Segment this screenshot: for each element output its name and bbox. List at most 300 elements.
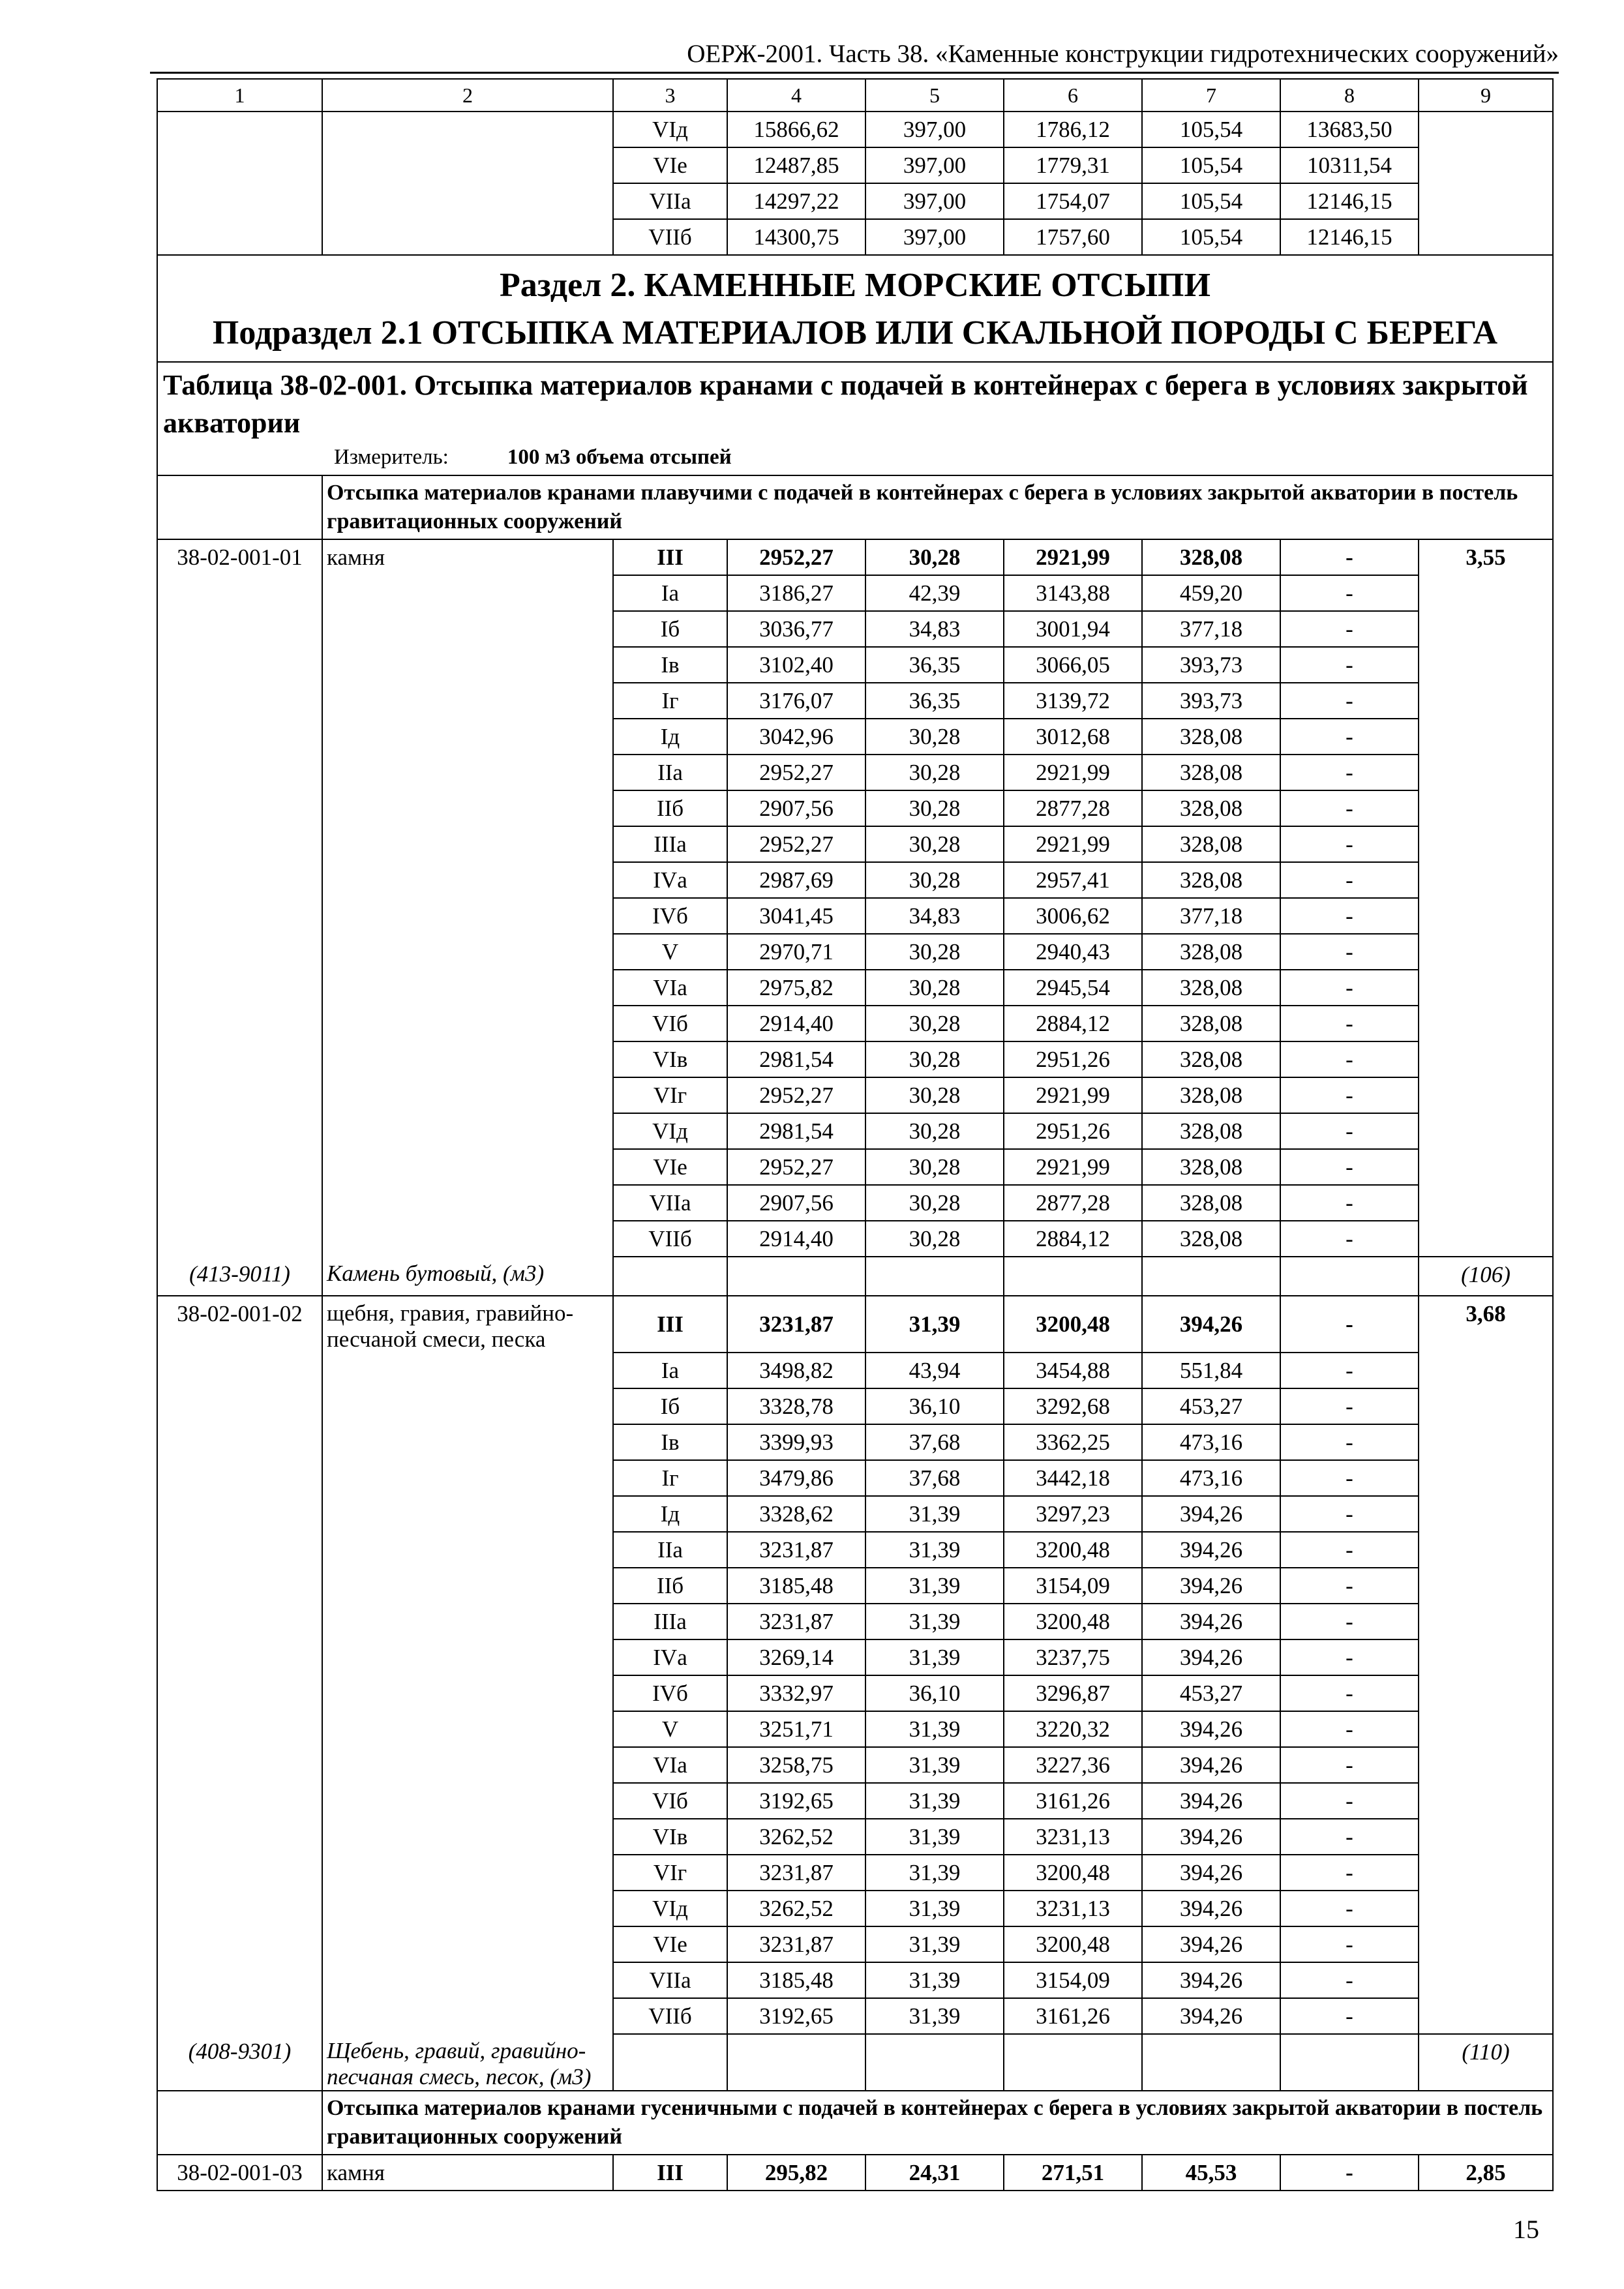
zone-cell: Iв: [613, 1424, 727, 1460]
item-name: [322, 1496, 613, 1532]
value-cell: 3454,88: [1004, 1353, 1142, 1388]
zone-cell: VIв: [613, 1041, 727, 1077]
item-name: [322, 1149, 613, 1185]
item-name: [322, 1568, 613, 1604]
section-cell: [157, 255, 1553, 362]
zone-cell: VIIа: [613, 1185, 727, 1221]
value-cell: 3042,96: [727, 719, 865, 755]
item-name: [322, 1113, 613, 1149]
table-row: [157, 1604, 1553, 1639]
item-name: [322, 1006, 613, 1041]
table-title-cell: [157, 362, 1553, 475]
zone-cell: Iг: [613, 683, 727, 719]
value-cell: -: [1280, 934, 1419, 970]
code-cell: [157, 112, 322, 147]
item-code: [157, 1639, 322, 1675]
c9-cell: [1419, 1998, 1553, 2034]
item-name: [322, 1962, 613, 1998]
value-cell: -: [1280, 1962, 1419, 1998]
c9-cell: [1419, 1113, 1553, 1149]
c9-cell: [1419, 1639, 1553, 1675]
value-cell: 3231,87: [727, 1296, 865, 1353]
item-code: [157, 1424, 322, 1460]
table-row: [157, 647, 1553, 683]
value-cell: 328,08: [1142, 1077, 1280, 1113]
value-cell: 3328,78: [727, 1388, 865, 1424]
table-row: [157, 1041, 1553, 1077]
value-cell: 30,28: [865, 1077, 1004, 1113]
item-code: [157, 1675, 322, 1711]
value-cell: -: [1280, 1460, 1419, 1496]
value-cell: 3297,23: [1004, 1496, 1142, 1532]
colnum: 2: [322, 79, 613, 112]
zone-cell: Iа: [613, 575, 727, 611]
item-code: [157, 1077, 322, 1113]
item-name: [322, 719, 613, 755]
value-cell: 10311,54: [1280, 147, 1419, 183]
value-cell: 31,39: [865, 1747, 1004, 1783]
c9-cell: [1419, 1460, 1553, 1496]
value-cell: 3262,52: [727, 1819, 865, 1855]
value-cell: 30,28: [865, 826, 1004, 862]
c9-cell: [1419, 1077, 1553, 1113]
table-row: [157, 1353, 1553, 1388]
value-cell: 3143,88: [1004, 575, 1142, 611]
item-code: [157, 1460, 322, 1496]
value-cell: -: [1280, 1639, 1419, 1675]
c9-cell: [1419, 219, 1553, 255]
item-code: [157, 647, 322, 683]
table-row: [157, 1077, 1553, 1113]
empty-cell: [1142, 2034, 1280, 2091]
zone-cell: Iд: [613, 1496, 727, 1532]
item-code: [157, 1926, 322, 1962]
name-cell: [322, 183, 613, 219]
value-cell: 393,73: [1142, 683, 1280, 719]
item-code: [157, 1604, 322, 1639]
value-cell: 31,39: [865, 1604, 1004, 1639]
table-row: [157, 1783, 1553, 1819]
c9-cell: [1419, 1604, 1553, 1639]
value-cell: 397,00: [865, 219, 1004, 255]
item-name: [322, 862, 613, 898]
group-caption: Отсыпка материалов кранами гусеничными с подачей в контейнерах с берега в условиях закрытой акватории в постель гравитационных сооружений: [322, 2091, 1553, 2155]
value-cell: 30,28: [865, 970, 1004, 1006]
table-row: [157, 790, 1553, 826]
item-code: [157, 1353, 322, 1388]
value-cell: 2951,26: [1004, 1041, 1142, 1077]
table-row: [157, 611, 1553, 647]
c9-cell: [1419, 683, 1553, 719]
item-code: [157, 826, 322, 862]
value-cell: 3231,87: [727, 1926, 865, 1962]
table-row: [157, 1711, 1553, 1747]
value-cell: 3185,48: [727, 1568, 865, 1604]
zone-cell: IIа: [613, 1532, 727, 1568]
material-code: (413-9011): [157, 1257, 322, 1296]
zone-cell: III: [613, 1296, 727, 1353]
value-cell: 3328,62: [727, 1496, 865, 1532]
value-cell: 2987,69: [727, 862, 865, 898]
table-row: [157, 1532, 1553, 1568]
item-code: [157, 719, 322, 755]
c9-cell: [1419, 575, 1553, 611]
table-row: [157, 183, 1553, 219]
value-cell: 3066,05: [1004, 647, 1142, 683]
c9-cell: [1419, 1926, 1553, 1962]
c9-cell: [1419, 898, 1553, 934]
empty-cell: [157, 475, 322, 539]
value-cell: 328,08: [1142, 826, 1280, 862]
item-code: [157, 1962, 322, 1998]
empty-cell: [1004, 2034, 1142, 2091]
c9-cell: [1419, 147, 1553, 183]
code-cell: [157, 147, 322, 183]
value-cell: 24,31: [865, 2155, 1004, 2191]
value-cell: 2921,99: [1004, 826, 1142, 862]
value-cell: 393,73: [1142, 647, 1280, 683]
value-cell: 394,26: [1142, 1296, 1280, 1353]
zone-cell: Iб: [613, 1388, 727, 1424]
item-name: [322, 647, 613, 683]
empty-cell: [1142, 1257, 1280, 1296]
value-cell: 31,39: [865, 1296, 1004, 1353]
value-cell: 3262,52: [727, 1891, 865, 1926]
c9-cell: [1419, 970, 1553, 1006]
value-cell: -: [1280, 1926, 1419, 1962]
table-row: [157, 1675, 1553, 1711]
value-cell: -: [1280, 1424, 1419, 1460]
zone-cell: VIа: [613, 1747, 727, 1783]
zone-cell: VIг: [613, 1077, 727, 1113]
value-cell: 3154,09: [1004, 1568, 1142, 1604]
item-code: [157, 790, 322, 826]
value-cell: 36,10: [865, 1675, 1004, 1711]
value-cell: 3258,75: [727, 1747, 865, 1783]
item-code: [157, 683, 322, 719]
zone-cell: VIб: [613, 1783, 727, 1819]
zone-cell: VIд: [613, 112, 727, 147]
value-cell: 3192,65: [727, 1998, 865, 2034]
value-cell: -: [1280, 755, 1419, 790]
value-cell: 2907,56: [727, 790, 865, 826]
value-cell: -: [1280, 1149, 1419, 1185]
value-cell: 31,39: [865, 1639, 1004, 1675]
value-cell: 36,10: [865, 1388, 1004, 1424]
value-cell: 2921,99: [1004, 755, 1142, 790]
item-code: [157, 1783, 322, 1819]
item-name: [322, 1639, 613, 1675]
zone-cell: VIг: [613, 1855, 727, 1891]
item-name: [322, 683, 613, 719]
value-cell: -: [1280, 826, 1419, 862]
value-cell: 328,08: [1142, 719, 1280, 755]
zone-cell: IIа: [613, 755, 727, 790]
page-number: 15: [1513, 2215, 1539, 2244]
item-name: [322, 1604, 613, 1639]
zone-cell: VIIа: [613, 183, 727, 219]
value-cell: 394,26: [1142, 1819, 1280, 1855]
item-name: [322, 1460, 613, 1496]
empty-cell: [613, 2034, 727, 2091]
value-cell: -: [1280, 647, 1419, 683]
c9-cell: [1419, 790, 1553, 826]
value-cell: 453,27: [1142, 1388, 1280, 1424]
value-cell: -: [1280, 1353, 1419, 1388]
table-row: [157, 1221, 1553, 1257]
value-cell: 30,28: [865, 755, 1004, 790]
item-name: [322, 898, 613, 934]
value-cell: 473,16: [1142, 1424, 1280, 1460]
value-cell: 3231,87: [727, 1604, 865, 1639]
value-cell: 2921,99: [1004, 539, 1142, 575]
value-cell: -: [1280, 719, 1419, 755]
item-name: [322, 1675, 613, 1711]
value-cell: 31,39: [865, 1496, 1004, 1532]
value-cell: 30,28: [865, 539, 1004, 575]
value-cell: 2981,54: [727, 1113, 865, 1149]
table-row: [157, 539, 1553, 575]
c9-cell: [1419, 1041, 1553, 1077]
c9-cell: 3,55: [1419, 539, 1553, 575]
table-row: [157, 1926, 1553, 1962]
value-cell: 394,26: [1142, 1855, 1280, 1891]
value-cell: 30,28: [865, 1185, 1004, 1221]
value-cell: -: [1280, 1221, 1419, 1257]
value-cell: 12146,15: [1280, 219, 1419, 255]
item-code: [157, 862, 322, 898]
c9-cell: [1419, 719, 1553, 755]
value-cell: 3200,48: [1004, 1604, 1142, 1639]
table-row: [157, 898, 1553, 934]
item-name: щебня, гравия, гравийно-песчаной смеси, песка: [322, 1296, 613, 1353]
item-code: [157, 934, 322, 970]
table-row: [157, 1639, 1553, 1675]
value-cell: 3498,82: [727, 1353, 865, 1388]
table-row: [157, 1460, 1553, 1496]
value-cell: 2884,12: [1004, 1006, 1142, 1041]
c9-cell: [1419, 1532, 1553, 1568]
value-cell: 34,83: [865, 898, 1004, 934]
value-cell: 295,82: [727, 2155, 865, 2191]
c9-cell: [1419, 862, 1553, 898]
value-cell: 394,26: [1142, 1496, 1280, 1532]
value-cell: -: [1280, 1113, 1419, 1149]
value-cell: 328,08: [1142, 539, 1280, 575]
value-cell: 1779,31: [1004, 147, 1142, 183]
colnum: 5: [865, 79, 1004, 112]
table-row: [157, 575, 1553, 611]
value-cell: -: [1280, 1855, 1419, 1891]
value-cell: 2952,27: [727, 755, 865, 790]
value-cell: -: [1280, 575, 1419, 611]
c9-cell: 2,85: [1419, 2155, 1553, 2191]
value-cell: 453,27: [1142, 1675, 1280, 1711]
zone-cell: VIв: [613, 1819, 727, 1855]
item-name: [322, 1424, 613, 1460]
value-cell: 1757,60: [1004, 219, 1142, 255]
value-cell: -: [1280, 1783, 1419, 1819]
value-cell: 328,08: [1142, 1221, 1280, 1257]
material-qty: (106): [1419, 1257, 1553, 1296]
value-cell: 2921,99: [1004, 1077, 1142, 1113]
table-row: [157, 862, 1553, 898]
zone-cell: IIIа: [613, 1604, 727, 1639]
value-cell: 36,35: [865, 647, 1004, 683]
item-name: [322, 1185, 613, 1221]
value-cell: -: [1280, 1891, 1419, 1926]
value-cell: 31,39: [865, 1819, 1004, 1855]
value-cell: 3332,97: [727, 1675, 865, 1711]
item-name: [322, 970, 613, 1006]
c9-cell: [1419, 1711, 1553, 1747]
table-row: [157, 2155, 1553, 2191]
value-cell: 12487,85: [727, 147, 865, 183]
zone-cell: VIд: [613, 1891, 727, 1926]
c9-cell: [1419, 1962, 1553, 1998]
zone-cell: IIб: [613, 790, 727, 826]
code-cell: [157, 183, 322, 219]
item-name: [322, 1221, 613, 1257]
material-code: (408-9301): [157, 2034, 322, 2091]
value-cell: 2914,40: [727, 1221, 865, 1257]
value-cell: 3200,48: [1004, 1926, 1142, 1962]
value-cell: 13683,50: [1280, 112, 1419, 147]
item-code: [157, 1998, 322, 2034]
value-cell: -: [1280, 970, 1419, 1006]
code-cell: [157, 219, 322, 255]
value-cell: 328,08: [1142, 934, 1280, 970]
value-cell: 3012,68: [1004, 719, 1142, 755]
item-name: [322, 1747, 613, 1783]
item-code: [157, 1113, 322, 1149]
zone-cell: VIд: [613, 1113, 727, 1149]
colnum: 4: [727, 79, 865, 112]
group-caption-row: [157, 2091, 1553, 2155]
value-cell: -: [1280, 1006, 1419, 1041]
value-cell: 394,26: [1142, 1962, 1280, 1998]
zone-cell: IIIа: [613, 826, 727, 862]
c9-cell: [1419, 1496, 1553, 1532]
value-cell: 31,39: [865, 1855, 1004, 1891]
value-cell: 3186,27: [727, 575, 865, 611]
value-cell: 394,26: [1142, 1891, 1280, 1926]
meter-label: Измеритель:: [334, 445, 449, 469]
zone-cell: VIIб: [613, 219, 727, 255]
table-row: [157, 112, 1553, 147]
value-cell: 36,35: [865, 683, 1004, 719]
colnum: 3: [613, 79, 727, 112]
value-cell: 3296,87: [1004, 1675, 1142, 1711]
value-cell: 551,84: [1142, 1353, 1280, 1388]
value-cell: 397,00: [865, 112, 1004, 147]
value-cell: 31,39: [865, 1962, 1004, 1998]
zone-cell: III: [613, 2155, 727, 2191]
item-name: [322, 755, 613, 790]
c9-cell: [1419, 1185, 1553, 1221]
group-caption-row: [157, 475, 1553, 539]
column-numbers-row: [157, 79, 1553, 112]
zone-cell: VIе: [613, 1149, 727, 1185]
value-cell: 3192,65: [727, 1783, 865, 1819]
section-title: Раздел 2. КАМЕННЫЕ МОРСКИЕ ОТСЫПИ: [500, 267, 1210, 304]
item-code: [157, 1185, 322, 1221]
value-cell: 3036,77: [727, 611, 865, 647]
table-row: [157, 1962, 1553, 1998]
value-cell: 3442,18: [1004, 1460, 1142, 1496]
value-cell: 30,28: [865, 719, 1004, 755]
zone-cell: IVа: [613, 862, 727, 898]
group-caption: Отсыпка материалов кранами плавучими с подачей в контейнерах с берега в условиях закрытой акватории в постель гравитационных сооружений: [322, 475, 1553, 539]
value-cell: 3139,72: [1004, 683, 1142, 719]
header-rule: [150, 72, 1559, 74]
zone-cell: Iг: [613, 1460, 727, 1496]
value-cell: 3154,09: [1004, 1962, 1142, 1998]
table-row: [157, 1424, 1553, 1460]
table-row: [157, 1113, 1553, 1149]
value-cell: 3041,45: [727, 898, 865, 934]
item-name: [322, 790, 613, 826]
meter-value: 100 м3 объема отсыпей: [507, 445, 732, 469]
zone-cell: VIIб: [613, 1998, 727, 2034]
value-cell: 3227,36: [1004, 1747, 1142, 1783]
value-cell: 2952,27: [727, 1149, 865, 1185]
c9-cell: [1419, 1353, 1553, 1388]
value-cell: 3161,26: [1004, 1783, 1142, 1819]
empty-cell: [727, 1257, 865, 1296]
value-cell: 397,00: [865, 183, 1004, 219]
value-cell: 2945,54: [1004, 970, 1142, 1006]
table-row: [157, 1296, 1553, 1353]
zone-cell: VIIб: [613, 1221, 727, 1257]
table-title: Таблица 38-02-001. Отсыпка материалов кранами с подачей в контейнерах с берега в условиях закрытой акватории: [163, 369, 1528, 439]
value-cell: 31,39: [865, 1998, 1004, 2034]
value-cell: -: [1280, 1819, 1419, 1855]
value-cell: 394,26: [1142, 1998, 1280, 2034]
item-name: [322, 1077, 613, 1113]
value-cell: 2940,43: [1004, 934, 1142, 970]
zone-cell: Iа: [613, 1353, 727, 1388]
value-cell: 2951,26: [1004, 1113, 1142, 1149]
item-name: [322, 575, 613, 611]
zone-cell: Iд: [613, 719, 727, 755]
item-code: [157, 1041, 322, 1077]
item-code: [157, 1568, 322, 1604]
value-cell: 1786,12: [1004, 112, 1142, 147]
item-code: [157, 1819, 322, 1855]
zone-cell: VIе: [613, 147, 727, 183]
value-cell: -: [1280, 539, 1419, 575]
table-title-row: [157, 362, 1553, 475]
c9-cell: [1419, 112, 1553, 147]
item-name: [322, 1711, 613, 1747]
table-body: [157, 79, 1553, 2191]
value-cell: 3200,48: [1004, 1532, 1142, 1568]
value-cell: -: [1280, 1496, 1419, 1532]
value-cell: -: [1280, 1532, 1419, 1568]
value-cell: 459,20: [1142, 575, 1280, 611]
value-cell: 34,83: [865, 611, 1004, 647]
value-cell: 3269,14: [727, 1639, 865, 1675]
value-cell: 3251,71: [727, 1711, 865, 1747]
value-cell: 2975,82: [727, 970, 865, 1006]
value-cell: 105,54: [1142, 147, 1280, 183]
value-cell: 328,08: [1142, 1149, 1280, 1185]
item-name: [322, 1819, 613, 1855]
colnum: 9: [1419, 79, 1553, 112]
c9-cell: [1419, 826, 1553, 862]
value-cell: -: [1280, 1747, 1419, 1783]
